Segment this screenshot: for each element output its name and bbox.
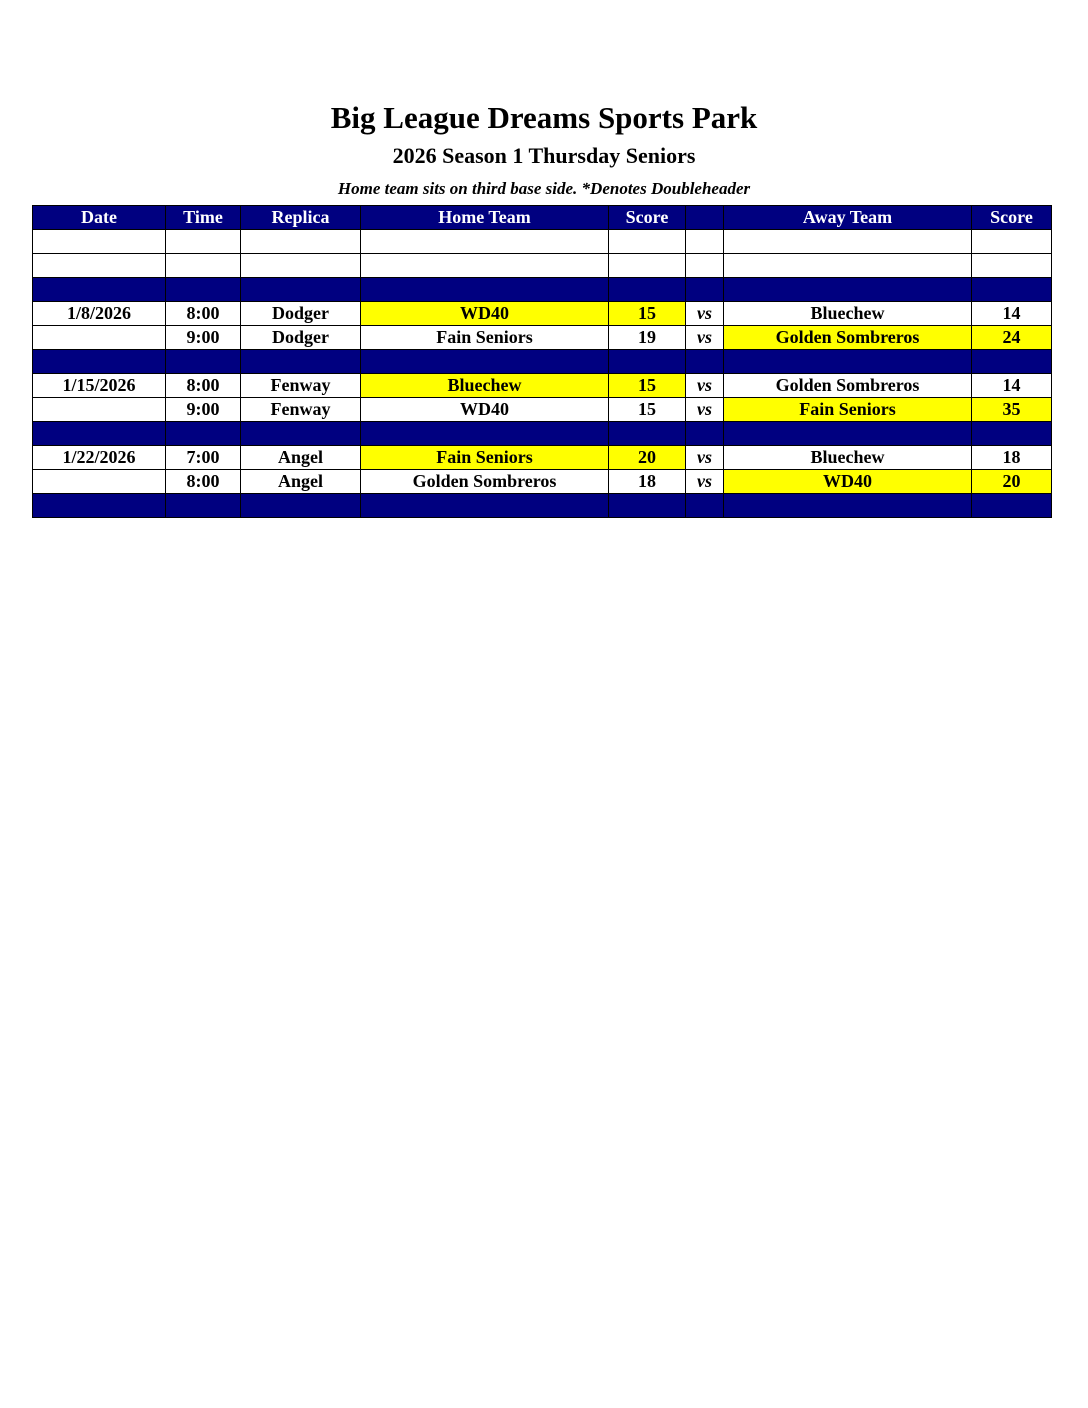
page-subtitle: 2026 Season 1 Thursday Seniors [392,143,696,168]
col-header-time: Time [166,206,241,230]
home-team: WD40 [361,398,609,422]
game-replica: Fenway [241,374,361,398]
game-replica: Dodger [241,302,361,326]
game-time: 9:00 [166,326,241,350]
empty-row [33,254,1052,278]
away-score: 14 [972,302,1052,326]
separator-row [33,422,1052,446]
away-team: Golden Sombreros [724,374,972,398]
col-header-away-team: Away Team [724,206,972,230]
game-time: 9:00 [166,398,241,422]
game-row [33,326,1052,350]
game-date: 1/15/2026 [33,374,166,398]
home-score: 20 [609,446,686,470]
col-header-away-score: Score [972,206,1052,230]
game-replica: Dodger [241,326,361,350]
game-time: 8:00 [166,302,241,326]
vs-label: vs [686,302,724,326]
schedule-note: Home team sits on third base side. *Denotes Doubleheader [337,179,751,198]
schedule-table [32,205,1052,518]
game-replica: Fenway [241,398,361,422]
away-score: 14 [972,374,1052,398]
home-score: 15 [609,302,686,326]
col-header-date: Date [33,206,166,230]
separator-row [33,350,1052,374]
col-header-replica: Replica [241,206,361,230]
home-score: 15 [609,398,686,422]
away-team: Bluechew [724,302,972,326]
away-team: Bluechew [724,446,972,470]
game-time: 8:00 [166,374,241,398]
game-date [33,326,166,350]
game-row [33,470,1052,494]
game-replica: Angel [241,470,361,494]
game-date [33,470,166,494]
vs-label: vs [686,446,724,470]
away-score: 20 [972,470,1052,494]
vs-label: vs [686,374,724,398]
home-score: 15 [609,374,686,398]
separator-row [33,278,1052,302]
col-header-home-score: Score [609,206,686,230]
page-title: Big League Dreams Sports Park [330,100,758,135]
away-score: 24 [972,326,1052,350]
game-time: 8:00 [166,470,241,494]
away-team: Golden Sombreros [724,326,972,350]
game-date: 1/8/2026 [33,302,166,326]
home-team: Fain Seniors [361,446,609,470]
game-time: 7:00 [166,446,241,470]
game-row [33,398,1052,422]
table-header-row [33,206,1052,230]
home-team: Golden Sombreros [361,470,609,494]
game-replica: Angel [241,446,361,470]
away-team: WD40 [724,470,972,494]
game-date [33,398,166,422]
home-team: Fain Seniors [361,326,609,350]
home-score: 19 [609,326,686,350]
game-row [33,446,1052,470]
game-row [33,374,1052,398]
game-row [33,302,1052,326]
home-team: WD40 [361,302,609,326]
empty-row [33,230,1052,254]
col-header-home-team: Home Team [361,206,609,230]
away-score: 18 [972,446,1052,470]
vs-label: vs [686,398,724,422]
home-score: 18 [609,470,686,494]
away-score: 35 [972,398,1052,422]
home-team: Bluechew [361,374,609,398]
away-team: Fain Seniors [724,398,972,422]
game-date: 1/22/2026 [33,446,166,470]
vs-label: vs [686,470,724,494]
col-header-vs [686,206,724,230]
separator-row [33,494,1052,518]
vs-label: vs [686,326,724,350]
